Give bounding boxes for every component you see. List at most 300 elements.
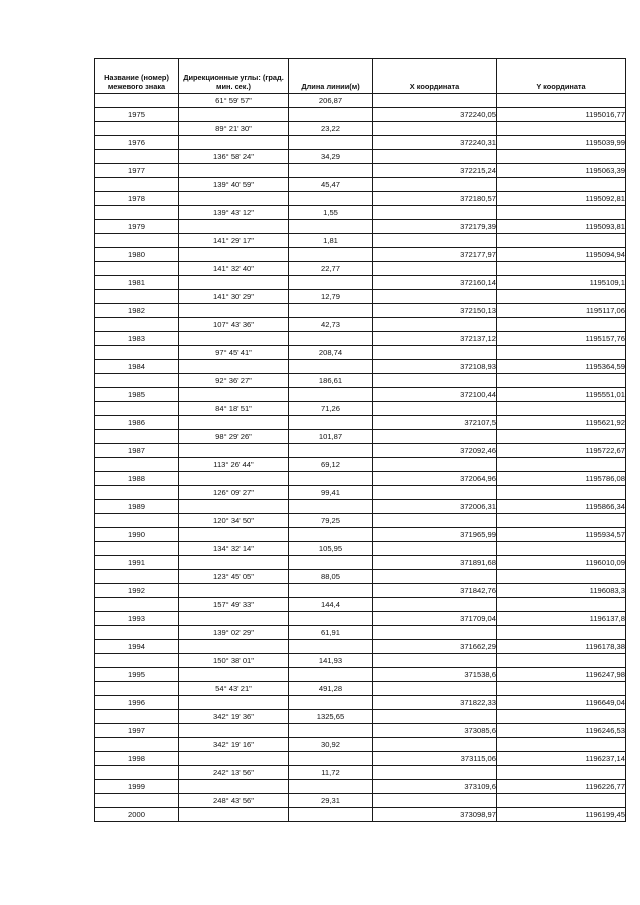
table-row-point [95,696,626,710]
table-row-line [95,346,626,360]
x-coordinate-cell: 372006,31 [373,500,497,514]
mark-number-cell: 1987 [95,444,179,458]
table-row-point [95,724,626,738]
empty-cell [497,458,626,472]
empty-cell [373,374,497,388]
angle-cell: 98° 29' 26" [179,430,289,444]
mark-number-cell: 1976 [95,136,179,150]
table-row-line [95,514,626,528]
table-row-line [95,458,626,472]
empty-cell [497,94,626,108]
length-cell: 22,77 [289,262,373,276]
table-row-point [95,640,626,654]
empty-cell [497,598,626,612]
y-coordinate-cell: 1196226,77 [497,780,626,794]
mark-number-cell: 1996 [95,696,179,710]
table-row-line [95,290,626,304]
empty-cell [373,262,497,276]
header-x-coordinate: X координата [373,59,497,94]
header-y-coordinate: Y координата [497,59,626,94]
empty-cell [179,360,289,374]
y-coordinate-cell: 1196199,45 [497,808,626,822]
x-coordinate-cell: 372160,14 [373,276,497,290]
angle-cell: 242° 13' 56" [179,766,289,780]
table-row-point [95,556,626,570]
empty-cell [95,262,179,276]
x-coordinate-cell: 371662,29 [373,640,497,654]
mark-number-cell: 1997 [95,724,179,738]
x-coordinate-cell: 373115,06 [373,752,497,766]
y-coordinate-cell: 1196178,38 [497,640,626,654]
y-coordinate-cell: 1196137,8 [497,612,626,626]
angle-cell: 61° 59' 57" [179,94,289,108]
empty-cell [289,724,373,738]
empty-cell [497,206,626,220]
header-mark-name: Название (номер) межевого знака [95,59,179,94]
header-directional-angles: Дирекционные углы: (град. мин. сек.) [179,59,289,94]
table-row-point [95,444,626,458]
empty-cell [179,388,289,402]
empty-cell [179,220,289,234]
empty-cell [95,486,179,500]
length-cell: 69,12 [289,458,373,472]
table-body [95,94,626,822]
empty-cell [179,472,289,486]
y-coordinate-cell: 1195621,92 [497,416,626,430]
empty-cell [95,234,179,248]
mark-number-cell: 1981 [95,276,179,290]
empty-cell [179,500,289,514]
empty-cell [497,318,626,332]
table-row-point [95,752,626,766]
empty-cell [95,514,179,528]
x-coordinate-cell: 372180,57 [373,192,497,206]
empty-cell [95,346,179,360]
length-cell: 71,26 [289,402,373,416]
mark-number-cell: 1979 [95,220,179,234]
table-row-point [95,164,626,178]
empty-cell [289,472,373,486]
header-line-length: Длина линии(м) [289,59,373,94]
empty-cell [497,626,626,640]
mark-number-cell: 1998 [95,752,179,766]
angle-cell: 150° 38' 01" [179,654,289,668]
empty-cell [373,514,497,528]
empty-cell [289,276,373,290]
angle-cell: 113° 26' 44" [179,458,289,472]
table-row-point [95,416,626,430]
empty-cell [497,150,626,164]
table-row-point [95,612,626,626]
empty-cell [497,402,626,416]
empty-cell [373,766,497,780]
y-coordinate-cell: 1195117,06 [497,304,626,318]
empty-cell [179,136,289,150]
table-row-point [95,472,626,486]
y-coordinate-cell: 1195551,01 [497,388,626,402]
empty-cell [289,696,373,710]
length-cell: 88,05 [289,570,373,584]
empty-cell [179,752,289,766]
empty-cell [289,136,373,150]
length-cell: 99,41 [289,486,373,500]
table-row-line [95,206,626,220]
y-coordinate-cell: 1195093,81 [497,220,626,234]
length-cell: 491,28 [289,682,373,696]
table-row-line [95,486,626,500]
table-row-line [95,542,626,556]
empty-cell [289,388,373,402]
empty-cell [373,122,497,136]
empty-cell [497,486,626,500]
angle-cell: 141° 30' 29" [179,290,289,304]
length-cell: 186,61 [289,374,373,388]
mark-number-cell: 1975 [95,108,179,122]
table-row-line [95,94,626,108]
y-coordinate-cell: 1196649,04 [497,696,626,710]
empty-cell [95,738,179,752]
empty-cell [179,108,289,122]
table-row-point [95,276,626,290]
empty-cell [179,556,289,570]
y-coordinate-cell: 1195722,67 [497,444,626,458]
empty-cell [289,640,373,654]
empty-cell [95,178,179,192]
empty-cell [95,626,179,640]
table-row-line [95,682,626,696]
empty-cell [95,318,179,332]
mark-number-cell: 1980 [95,248,179,262]
boundary-marks-table [94,58,626,822]
empty-cell [95,374,179,388]
empty-cell [373,570,497,584]
table-row-line [95,738,626,752]
length-cell: 11,72 [289,766,373,780]
mark-number-cell: 1995 [95,668,179,682]
empty-cell [373,710,497,724]
empty-cell [179,416,289,430]
table-row-line [95,234,626,248]
empty-cell [497,794,626,808]
table-row-line [95,710,626,724]
mark-number-cell: 1990 [95,528,179,542]
empty-cell [373,654,497,668]
length-cell: 105,95 [289,542,373,556]
empty-cell [373,626,497,640]
empty-cell [373,542,497,556]
empty-cell [95,402,179,416]
length-cell: 144,4 [289,598,373,612]
empty-cell [373,150,497,164]
x-coordinate-cell: 371709,04 [373,612,497,626]
empty-cell [179,276,289,290]
empty-cell [95,542,179,556]
mark-number-cell: 1991 [95,556,179,570]
angle-cell: 54° 43' 21" [179,682,289,696]
angle-cell: 141° 32' 40" [179,262,289,276]
angle-cell: 92° 36' 27" [179,374,289,388]
mark-number-cell: 2000 [95,808,179,822]
table-row-line [95,766,626,780]
length-cell: 23,22 [289,122,373,136]
angle-cell: 107° 43' 36" [179,318,289,332]
x-coordinate-cell: 372240,05 [373,108,497,122]
y-coordinate-cell: 1195094,94 [497,248,626,262]
angle-cell: 120° 34' 50" [179,514,289,528]
empty-cell [497,234,626,248]
mark-number-cell: 1983 [95,332,179,346]
angle-cell: 248° 43' 56" [179,794,289,808]
empty-cell [373,402,497,416]
x-coordinate-cell: 371842,76 [373,584,497,598]
empty-cell [497,738,626,752]
empty-cell [289,808,373,822]
empty-cell [289,752,373,766]
x-coordinate-cell: 373085,6 [373,724,497,738]
empty-cell [373,290,497,304]
table-row-line [95,122,626,136]
empty-cell [179,164,289,178]
angle-cell: 157° 49' 33" [179,598,289,612]
empty-cell [289,416,373,430]
empty-cell [497,374,626,388]
empty-cell [95,766,179,780]
empty-cell [373,458,497,472]
empty-cell [497,766,626,780]
empty-cell [373,598,497,612]
empty-cell [497,430,626,444]
empty-cell [179,780,289,794]
empty-cell [179,528,289,542]
table-header-row [95,59,626,94]
y-coordinate-cell: 1195039,99 [497,136,626,150]
table-row-line [95,262,626,276]
empty-cell [95,598,179,612]
empty-cell [373,318,497,332]
length-cell: 45,47 [289,178,373,192]
empty-cell [289,780,373,794]
empty-cell [289,668,373,682]
angle-cell: 84° 18' 51" [179,402,289,416]
table-row-line [95,626,626,640]
table-row-line [95,178,626,192]
empty-cell [497,514,626,528]
x-coordinate-cell: 372177,97 [373,248,497,262]
empty-cell [497,710,626,724]
mark-number-cell: 1986 [95,416,179,430]
mark-number-cell: 1988 [95,472,179,486]
x-coordinate-cell: 372179,39 [373,220,497,234]
empty-cell [289,500,373,514]
y-coordinate-cell: 1195109,1 [497,276,626,290]
x-coordinate-cell: 372137,12 [373,332,497,346]
y-coordinate-cell: 1195786,08 [497,472,626,486]
empty-cell [289,220,373,234]
table-row-point [95,388,626,402]
empty-cell [373,738,497,752]
mark-number-cell: 1977 [95,164,179,178]
empty-cell [179,640,289,654]
y-coordinate-cell: 1195364,59 [497,360,626,374]
table-row-point [95,220,626,234]
table-row-point [95,528,626,542]
empty-cell [95,654,179,668]
empty-cell [373,94,497,108]
empty-cell [497,262,626,276]
mark-number-cell: 1984 [95,360,179,374]
mark-number-cell: 1994 [95,640,179,654]
length-cell: 42,73 [289,318,373,332]
empty-cell [179,612,289,626]
table-row-point [95,304,626,318]
table-row-point [95,808,626,822]
empty-cell [289,556,373,570]
empty-cell [95,710,179,724]
table-row-line [95,570,626,584]
length-cell: 29,31 [289,794,373,808]
empty-cell [95,458,179,472]
empty-cell [289,360,373,374]
table-row-point [95,136,626,150]
y-coordinate-cell: 1196083,3 [497,584,626,598]
empty-cell [95,682,179,696]
empty-cell [289,528,373,542]
empty-cell [289,584,373,598]
empty-cell [373,346,497,360]
mark-number-cell: 1978 [95,192,179,206]
length-cell: 79,25 [289,514,373,528]
x-coordinate-cell: 372240,31 [373,136,497,150]
empty-cell [289,304,373,318]
y-coordinate-cell: 1195866,34 [497,500,626,514]
x-coordinate-cell: 372092,46 [373,444,497,458]
empty-cell [289,612,373,626]
y-coordinate-cell: 1195934,57 [497,528,626,542]
empty-cell [95,290,179,304]
x-coordinate-cell: 373098,97 [373,808,497,822]
y-coordinate-cell: 1196247,98 [497,668,626,682]
angle-cell: 126° 09' 27" [179,486,289,500]
empty-cell [289,444,373,458]
angle-cell: 139° 40' 59" [179,178,289,192]
table-row-point [95,668,626,682]
table-row-line [95,430,626,444]
x-coordinate-cell: 371822,33 [373,696,497,710]
angle-cell: 141° 29' 17" [179,234,289,248]
table-row-point [95,780,626,794]
y-coordinate-cell: 1196237,14 [497,752,626,766]
angle-cell: 136° 58' 24" [179,150,289,164]
empty-cell [497,346,626,360]
x-coordinate-cell: 371891,68 [373,556,497,570]
empty-cell [373,206,497,220]
empty-cell [179,808,289,822]
empty-cell [95,150,179,164]
length-cell: 206,87 [289,94,373,108]
length-cell: 208,74 [289,346,373,360]
table-row-line [95,150,626,164]
x-coordinate-cell: 373109,6 [373,780,497,794]
table-row-point [95,584,626,598]
table-row-line [95,794,626,808]
table-row-point [95,332,626,346]
x-coordinate-cell: 372107,5 [373,416,497,430]
empty-cell [289,248,373,262]
x-coordinate-cell: 372100,44 [373,388,497,402]
angle-cell: 134° 32' 14" [179,542,289,556]
length-cell: 141,93 [289,654,373,668]
length-cell: 1,55 [289,206,373,220]
angle-cell: 89° 21' 30" [179,122,289,136]
length-cell: 1,81 [289,234,373,248]
table-row-line [95,402,626,416]
table-row-point [95,192,626,206]
angle-cell: 342° 19' 16" [179,738,289,752]
empty-cell [373,682,497,696]
x-coordinate-cell: 372150,13 [373,304,497,318]
length-cell: 1325,65 [289,710,373,724]
empty-cell [179,192,289,206]
x-coordinate-cell: 371965,99 [373,528,497,542]
y-coordinate-cell: 1195016,77 [497,108,626,122]
empty-cell [95,794,179,808]
empty-cell [179,444,289,458]
empty-cell [289,192,373,206]
angle-cell: 97° 45' 41" [179,346,289,360]
empty-cell [497,122,626,136]
empty-cell [373,486,497,500]
empty-cell [95,430,179,444]
y-coordinate-cell: 1195063,39 [497,164,626,178]
empty-cell [373,178,497,192]
x-coordinate-cell: 372215,24 [373,164,497,178]
empty-cell [289,164,373,178]
empty-cell [95,570,179,584]
empty-cell [179,304,289,318]
table-row-point [95,360,626,374]
empty-cell [373,794,497,808]
length-cell: 101,87 [289,430,373,444]
angle-cell: 123° 45' 05" [179,570,289,584]
x-coordinate-cell: 372108,93 [373,360,497,374]
empty-cell [179,724,289,738]
empty-cell [179,248,289,262]
table-row-point [95,248,626,262]
y-coordinate-cell: 1195092,81 [497,192,626,206]
empty-cell [497,542,626,556]
table-row-line [95,318,626,332]
empty-cell [373,430,497,444]
angle-cell: 342° 19' 36" [179,710,289,724]
length-cell: 30,92 [289,738,373,752]
empty-cell [95,206,179,220]
empty-cell [497,654,626,668]
angle-cell: 139° 02' 29" [179,626,289,640]
mark-number-cell: 1982 [95,304,179,318]
y-coordinate-cell: 1195157,76 [497,332,626,346]
empty-cell [497,178,626,192]
mark-number-cell: 1999 [95,780,179,794]
empty-cell [497,570,626,584]
table-row-line [95,654,626,668]
mark-number-cell: 1993 [95,612,179,626]
length-cell: 61,91 [289,626,373,640]
mark-number-cell: 1989 [95,500,179,514]
table-row-line [95,374,626,388]
table-row-point [95,108,626,122]
y-coordinate-cell: 1196010,09 [497,556,626,570]
empty-cell [179,696,289,710]
